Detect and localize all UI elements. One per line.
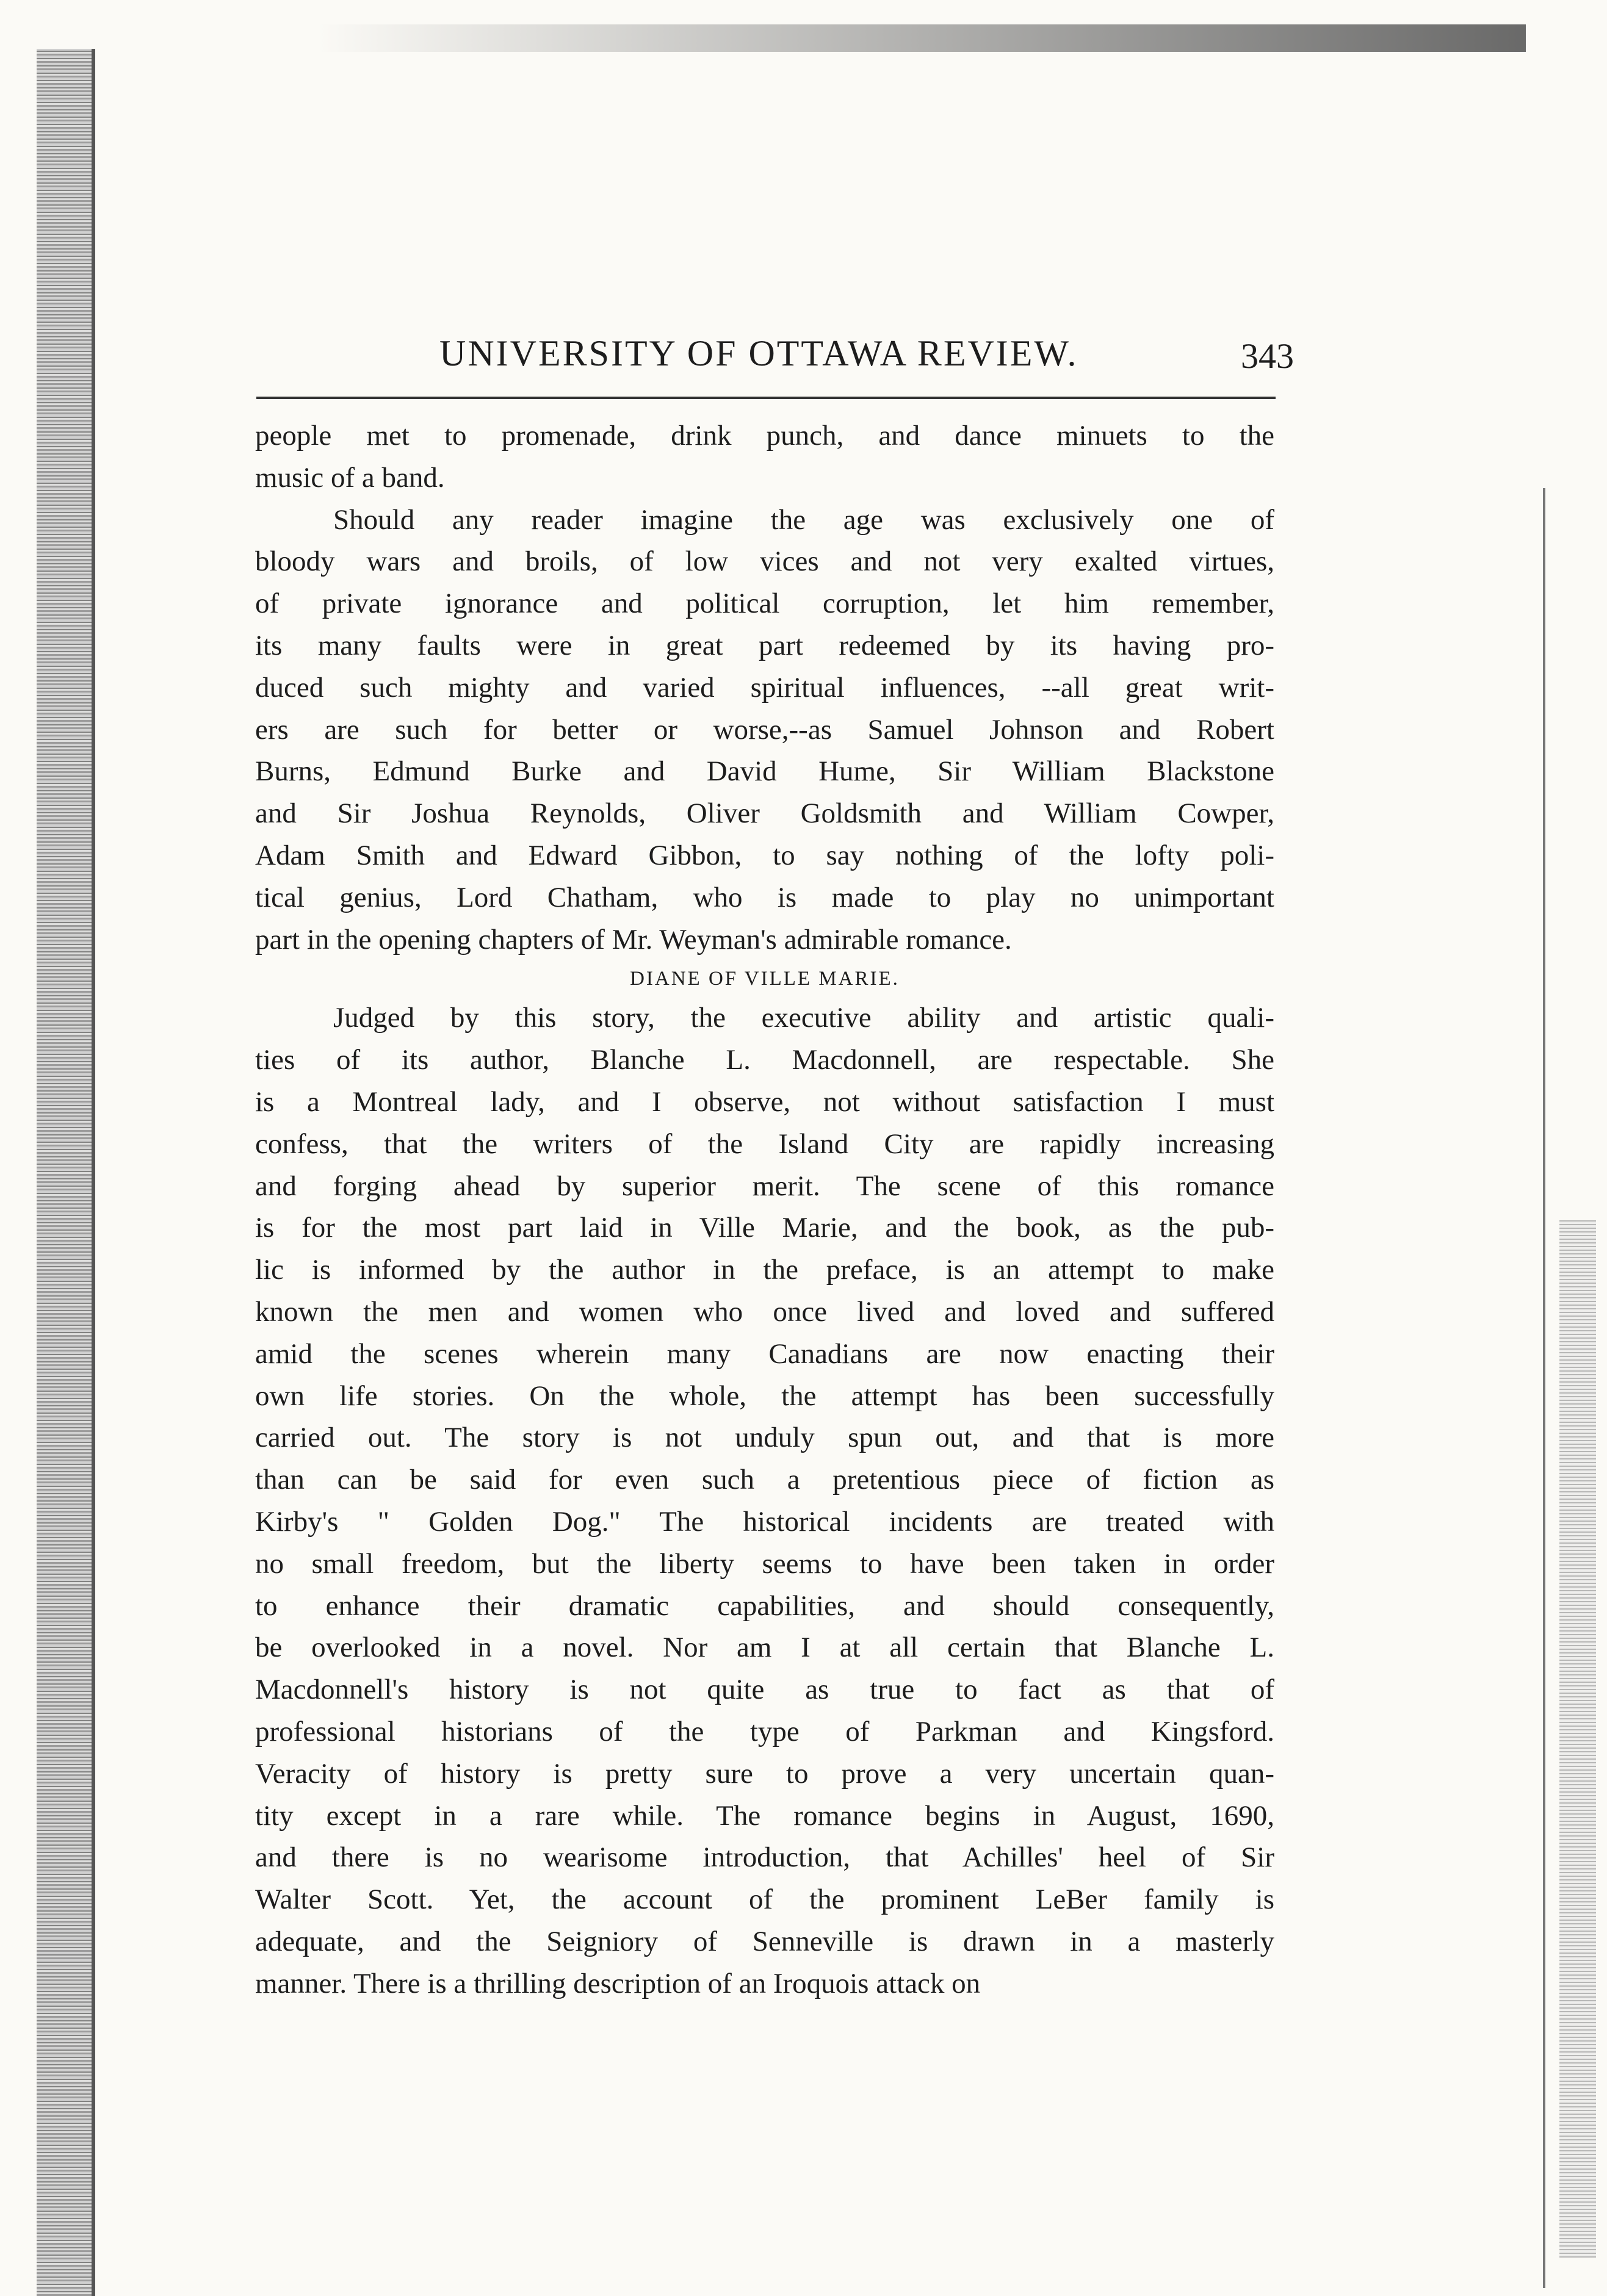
running-title: UNIVERSITY OF OTTAWA REVIEW. <box>439 333 1078 373</box>
text-line: part in the opening chapters of Mr. Weyman's admirable romance. <box>255 923 1012 955</box>
text-line: music of a band. <box>255 461 445 494</box>
text-line: manner. There is a thrilling description of an Iroquois attack on <box>255 1967 981 1999</box>
text-line: is for the most part laid in Ville Marie, and the book, as the pub- <box>255 1212 1274 1244</box>
text-line: Adam Smith and Edward Gibbon, to say nothing of the lofty poli- <box>255 839 1274 871</box>
scan-top-bleed <box>317 24 1526 52</box>
text-line: ers are such for better or worse,--as Samuel Johnson and Robert <box>255 713 1274 746</box>
text-line: people met to promenade, drink punch, and dance minuets to the <box>255 420 1274 452</box>
text-line: Judged by this story, the executive ability and artistic quali- <box>333 1002 1274 1034</box>
paragraph-3 <box>255 997 1274 2004</box>
page-number: 343 <box>1241 336 1294 376</box>
text-line: its many faults were in great part redeemed by its having pro- <box>255 629 1274 661</box>
text-line: confess, that the writers of the Island City are rapidly increasing <box>255 1128 1274 1160</box>
text-line: duced such mighty and varied spiritual influences, --all great writ- <box>255 671 1274 704</box>
text-line: Veracity of history is pretty sure to prove a very uncertain quan- <box>255 1757 1274 1790</box>
text-line: Burns, Edmund Burke and David Hume, Sir William Blackstone <box>255 755 1274 788</box>
text-line: own life stories. On the whole, the attempt has been successfully <box>255 1380 1274 1412</box>
scan-right-edge-line <box>1543 488 1545 2288</box>
text-line: professional historians of the type of Parkman and Kingsford. <box>255 1715 1274 1747</box>
text-line: bloody wars and broils, of low vices and not very exalted virtues, <box>255 545 1274 578</box>
text-line: than can be said for even such a pretentious piece of fiction as <box>255 1464 1274 1496</box>
text-line: Walter Scott. Yet, the account of the prominent LeBer family is <box>255 1884 1274 1916</box>
section-subheading: DIANE OF VILLE MARIE. <box>630 968 900 990</box>
text-line: tical genius, Lord Chatham, who is made to play no unimportant <box>255 881 1274 913</box>
text-line: and there is no wearisome introduction, that Achilles' heel of Sir <box>255 1841 1274 1874</box>
scan-binding-line <box>92 49 95 2296</box>
text-line: Macdonnell's history is not quite as true to fact as that of <box>255 1674 1274 1706</box>
scan-right-bleed <box>1559 1220 1596 2258</box>
scan-binding-edge <box>37 49 95 2296</box>
body-text <box>255 415 1274 2004</box>
text-line: lic is informed by the author in the preface, is an attempt to make <box>255 1254 1274 1286</box>
paragraph-2 <box>255 499 1274 961</box>
text-line: amid the scenes wherein many Canadians are now enacting their <box>255 1337 1274 1370</box>
text-line: Kirby's " Golden Dog." The historical incidents are treated with <box>255 1505 1274 1538</box>
header-rule <box>256 397 1276 399</box>
text-line: adequate, and the Seigniory of Senneville is drawn in a masterly <box>255 1925 1274 1957</box>
paragraph-1 <box>255 415 1274 499</box>
text-line: Should any reader imagine the age was exclusively one of <box>333 503 1274 536</box>
text-line: and forging ahead by superior merit. The scene of this romance <box>255 1170 1274 1202</box>
page-header <box>244 323 1294 384</box>
text-line: tity except in a rare while. The romance begins in August, 1690, <box>255 1799 1274 1832</box>
text-line: to enhance their dramatic capabilities, and should consequently, <box>255 1589 1274 1622</box>
text-line: and Sir Joshua Reynolds, Oliver Goldsmith and William Cowper, <box>255 797 1274 830</box>
text-line: known the men and women who once lived and loved and suffered <box>255 1295 1274 1328</box>
text-line: of private ignorance and political corruption, let him remember, <box>255 588 1274 620</box>
text-line: ties of its author, Blanche L. Macdonnell, are respectable. She <box>255 1044 1274 1076</box>
text-line: carried out. The story is not unduly spun out, and that is more <box>255 1422 1274 1454</box>
text-line: no small freedom, but the liberty seems to have been taken in order <box>255 1547 1274 1580</box>
text-line: be overlooked in a novel. Nor am I at all certain that Blanche L. <box>255 1632 1274 1664</box>
text-line: is a Montreal lady, and I observe, not without satisfaction I must <box>255 1085 1274 1118</box>
